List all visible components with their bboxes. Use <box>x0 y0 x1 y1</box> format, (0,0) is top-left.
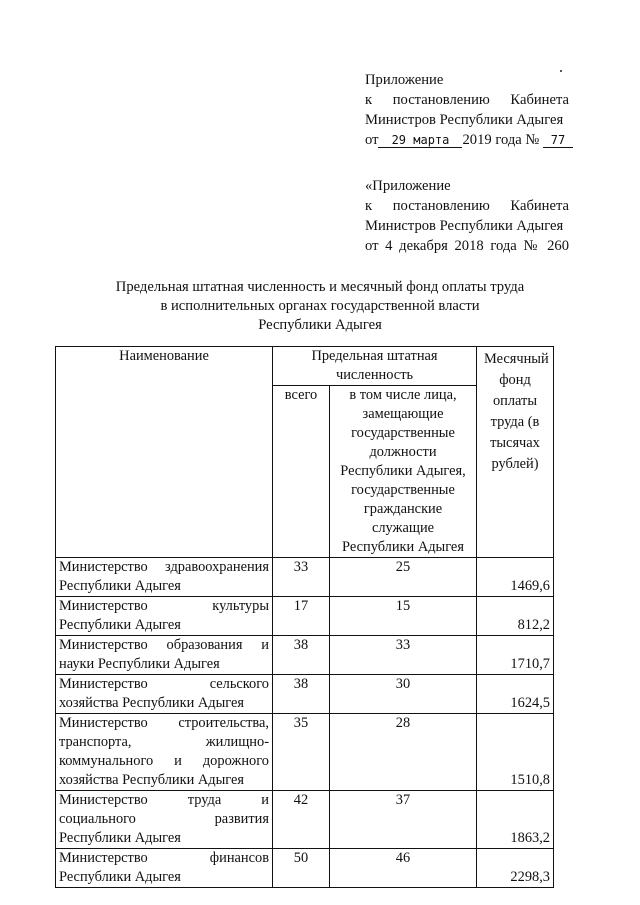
monthly-fund: 1469,6 <box>477 558 554 597</box>
appendix-old-line4: от 4 декабря 2018 года № 260 <box>365 238 569 254</box>
appendix-new-title: Приложение <box>365 72 444 88</box>
appendix-new-line3: Министров Республики Адыгея <box>365 112 564 128</box>
total-count: 50 <box>273 849 330 888</box>
total-count: 17 <box>273 597 330 636</box>
ministry-name: Министерство культуры Республики Адыгея <box>56 597 273 636</box>
ministry-name: Министерство образования и науки Республики Адыгея <box>56 636 273 675</box>
header-name: Наименование <box>56 347 273 558</box>
handwritten-number: 77 <box>543 133 573 148</box>
header-limit <box>273 347 477 386</box>
document-title <box>60 278 580 335</box>
date-year: 2019 года № <box>462 132 540 148</box>
civil-servants-count: 15 <box>330 597 477 636</box>
date-prefix: от <box>365 132 379 148</box>
total-count: 33 <box>273 558 330 597</box>
header-row <box>56 347 554 386</box>
title-line: в исполнительных органах государственной власти <box>160 298 480 314</box>
appendix-new-date <box>365 130 569 150</box>
ministry-name: Министерство сельского хозяйства Республики Адыгея <box>56 675 273 714</box>
appendix-old-line2 <box>365 196 569 216</box>
monthly-fund: 1710,7 <box>477 636 554 675</box>
civil-servants-count: 28 <box>330 714 477 791</box>
total-count: 38 <box>273 636 330 675</box>
appendix-old <box>365 176 569 256</box>
appendix-old-line3: Министров Республики Адыгея <box>365 218 564 234</box>
title-line: Республики Адыгея <box>258 317 382 333</box>
civil-servants-count: 25 <box>330 558 477 597</box>
table-row <box>56 636 554 675</box>
monthly-fund: 2298,3 <box>477 849 554 888</box>
ministry-name: Министерство финансов Республики Адыгея <box>56 849 273 888</box>
total-count: 38 <box>273 675 330 714</box>
word: Кабинета <box>510 198 569 214</box>
ministry-name: Министерство здравоохранения Республики Адыгея <box>56 558 273 597</box>
header-total: всего <box>273 386 330 558</box>
civil-servants-count: 33 <box>330 636 477 675</box>
title-line: Предельная штатная численность и месячный фонд оплаты труда <box>115 279 525 295</box>
ministry-name: Министерство труда и социального развития Республики Адыгея <box>56 791 273 849</box>
table-row <box>56 791 554 849</box>
table-row <box>56 849 554 888</box>
header-fund-text: Месячный фонд оплаты труда (в тысячах рублей) <box>484 351 549 472</box>
appendix-new-line2 <box>365 90 569 110</box>
word: к <box>365 198 373 214</box>
appendix-new <box>365 70 569 150</box>
monthly-fund: 1510,8 <box>477 714 554 791</box>
table-body <box>56 558 554 888</box>
table-row <box>56 675 554 714</box>
civil-servants-count: 30 <box>330 675 477 714</box>
ministry-name: Министерство строительства, транспорта, жилищно-коммунального и дорожного хозяйства Республики Адыгея <box>56 714 273 791</box>
word: постановлению <box>392 92 490 108</box>
civil-servants-count: 46 <box>330 849 477 888</box>
table-row <box>56 597 554 636</box>
table-row <box>56 558 554 597</box>
monthly-fund: 1863,2 <box>477 791 554 849</box>
word: к <box>365 92 373 108</box>
appendix-old-title: «Приложение <box>365 178 451 194</box>
header-limit-text: Предельная штатная численность <box>311 348 438 383</box>
monthly-fund: 1624,5 <box>477 675 554 714</box>
word: Кабинета <box>510 92 569 108</box>
header-incl <box>330 386 477 558</box>
handwritten-date: 29 марта <box>378 133 462 148</box>
header-incl-text: в том числе лица, замещающие государственные должности Республики Адыгея, государственные гражданские служащие Республики Адыгея <box>340 387 466 555</box>
civil-servants-count: 37 <box>330 791 477 849</box>
monthly-fund: 812,2 <box>477 597 554 636</box>
table-row <box>56 714 554 791</box>
staff-table <box>55 346 554 888</box>
word: постановлению <box>392 198 490 214</box>
header-fund <box>477 347 554 558</box>
total-count: 42 <box>273 791 330 849</box>
total-count: 35 <box>273 714 330 791</box>
